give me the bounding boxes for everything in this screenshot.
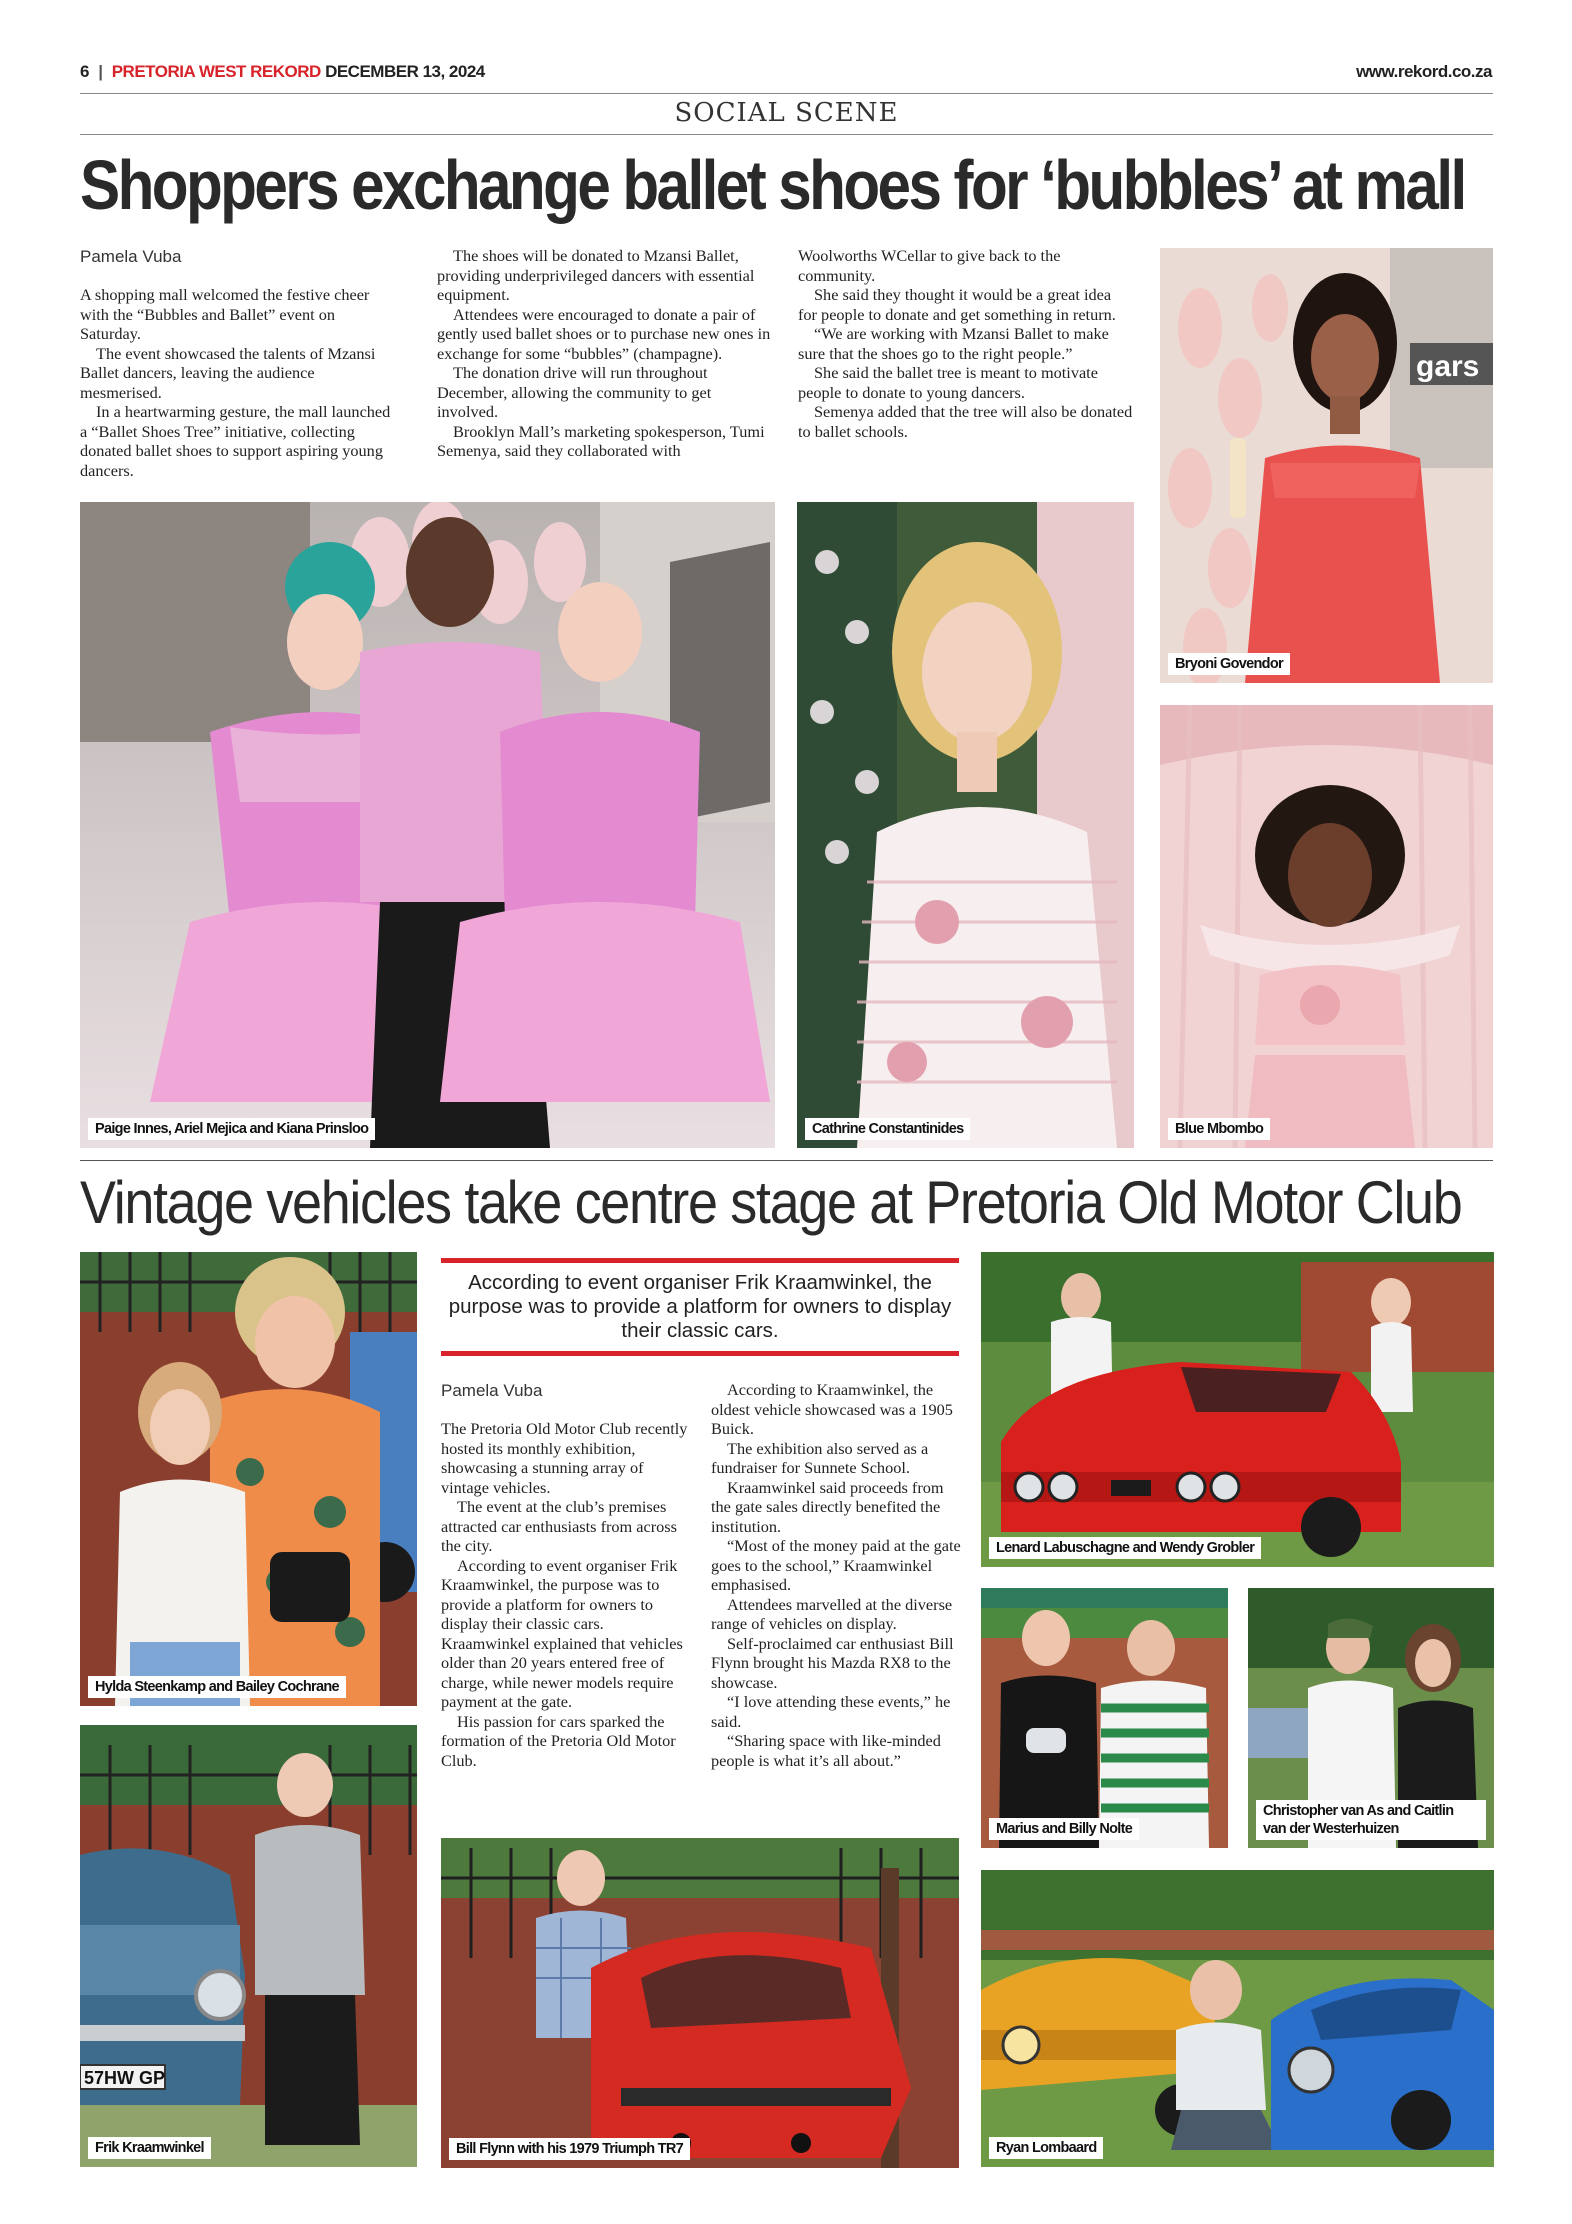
photo-ryan [981,1870,1494,2167]
number-plate-text: 57HW GP [84,2068,166,2088]
article2-headline: Vintage vehicles take centre stage at Pretoria Old Motor Club [80,1169,1462,1236]
paragraph: The donation drive will run throughout December, allowing the community to get involved. [437,363,712,421]
caption-hylda: Hylda Steenkamp and Bailey Cochrane [88,1676,346,1698]
paragraph: Attendees marvelled at the diverse range of vehicles on display. [711,1594,953,1633]
paragraph: The shoes will be donated to Mzansi Ballet, providing underprivileged dancers with essential equipment. [437,246,755,304]
caption-cathrine: Cathrine Constantinides [805,1118,970,1140]
article1-column-3 [798,246,1133,441]
caption-dancers: Paige Innes, Ariel Mejica and Kiana Prinsloo [88,1118,375,1140]
paragraph: His passion for cars sparked the formation of the Pretoria Old Motor Club. [441,1711,676,1770]
folio [80,62,485,82]
paragraph: “I love attending these events,” he said. [711,1692,951,1731]
paragraph: According to Kraamwinkel, the oldest vehicle showcased was a 1905 Buick. [711,1380,953,1438]
photo-frik [80,1725,417,2167]
article1-byline: Pamela Vuba [80,247,182,266]
caption-marius: Marius and Billy Nolte [989,1818,1139,1840]
paragraph: According to event organiser Frik Kraamwinkel, the purpose was to provide a platform for owners to display their classic cars. Kraamwinkel explained that vehicles older than 20 years entered free of charge, while newer models require payment at the gate. [441,1555,683,1711]
pull-quote: According to event organiser Frik Kraamwinkel, the purpose was to provide a platform for owners to display their classic cars. [441,1258,959,1356]
photo-lenard [981,1252,1494,1567]
paragraph: Woolworths WCellar to give back to the community. [798,246,1061,285]
paragraph: A shopping mall welcomed the festive cheer with the “Bubbles and Ballet” event on Saturday. [80,285,370,343]
paragraph: The Pretoria Old Motor Club recently hosted its monthly exhibition, showcasing a stunning array of vintage vehicles. [441,1419,688,1497]
paragraph: Attendees were encouraged to donate a pair of gently used ballet shoes or to purchase new ones in exchange for some “bubbles” (champagne). [437,304,771,363]
paragraph: “Sharing space with like-minded people is what it’s all about.” [711,1731,941,1770]
paragraph: “Most of the money paid at the gate goes to the school,” Kraamwinkel emphasised. [711,1536,961,1594]
paragraph: The event showcased the talents of Mzansi Ballet dancers, leaving the audience mesmerised. [80,343,376,402]
article1-column-2 [437,246,772,461]
caption-frik: Frik Kraamwinkel [88,2137,211,2159]
caption-bill: Bill Flynn with his 1979 Triumph TR7 [449,2138,690,2160]
photo-christopher [1248,1588,1494,1848]
paragraph: Self-proclaimed car enthusiast Bill Flynn brought his Mazda RX8 to the showcase. [711,1633,954,1692]
header-rule [80,93,1493,94]
paragraph: The event at the club’s premises attracted car enthusiasts from across the city. [441,1497,677,1555]
caption-christopher: Christopher van As and Caitlin van der Westerhuizen [1256,1800,1486,1840]
paragraph: In a heartwarming gesture, the mall launched a “Ballet Shoes Tree” initiative, collecting donated ballet shoes to support aspiring young dancers. [80,402,391,480]
article1-column-1 [80,285,398,480]
photo-marius [981,1588,1228,1848]
paragraph: “We are working with Mzansi Ballet to make sure that the shoes go to the right people.” [798,324,1109,363]
photo-hylda [80,1252,417,1706]
caption-lenard: Lenard Labuschagne and Wendy Grobler [989,1537,1261,1559]
store-sign-text: gars [1416,350,1480,383]
paragraph: She said they thought it would be a great idea for people to donate and get something in return. [798,285,1116,324]
article-divider [80,1160,1493,1161]
photo-cathrine [797,502,1134,1148]
caption-bryoni: Bryoni Govendor [1168,653,1290,675]
caption-blue: Blue Mbombo [1168,1118,1270,1140]
photo-dancers [80,502,775,1148]
issue-date: DECEMBER 13, 2024 [325,62,485,81]
website-url[interactable]: www.rekord.co.za [1356,62,1492,81]
article2-byline: Pamela Vuba [441,1381,543,1400]
article2-column-1 [441,1419,691,1770]
photo-bryoni [1160,248,1493,683]
photo-bill [441,1838,959,2168]
section-rule [80,134,1493,135]
paragraph: She said the ballet tree is meant to motivate people to donate to young dancers. [798,363,1098,402]
paragraph: The exhibition also served as a fundraiser for Sunnete School. [711,1438,929,1477]
section-title: SOCIAL SCENE [674,98,899,128]
paragraph: Brooklyn Mall’s marketing spokesperson, Tumi Semenya, said they collaborated with [437,421,765,460]
publication-name: PRETORIA WEST REKORD [111,62,321,81]
caption-ryan: Ryan Lombaard [989,2137,1103,2159]
article2-column-2 [711,1380,963,1770]
paragraph: Kraamwinkel said proceeds from the gate sales directly benefited the institution. [711,1477,944,1536]
folio-separator: | [98,62,103,81]
article1-headline: Shoppers exchange ballet shoes for ‘bubbles’ at mall [80,146,1465,224]
paragraph: Semenya added that the tree will also be donated to ballet schools. [798,402,1133,441]
photo-blue [1160,705,1493,1148]
page-number: 6 [80,62,89,81]
